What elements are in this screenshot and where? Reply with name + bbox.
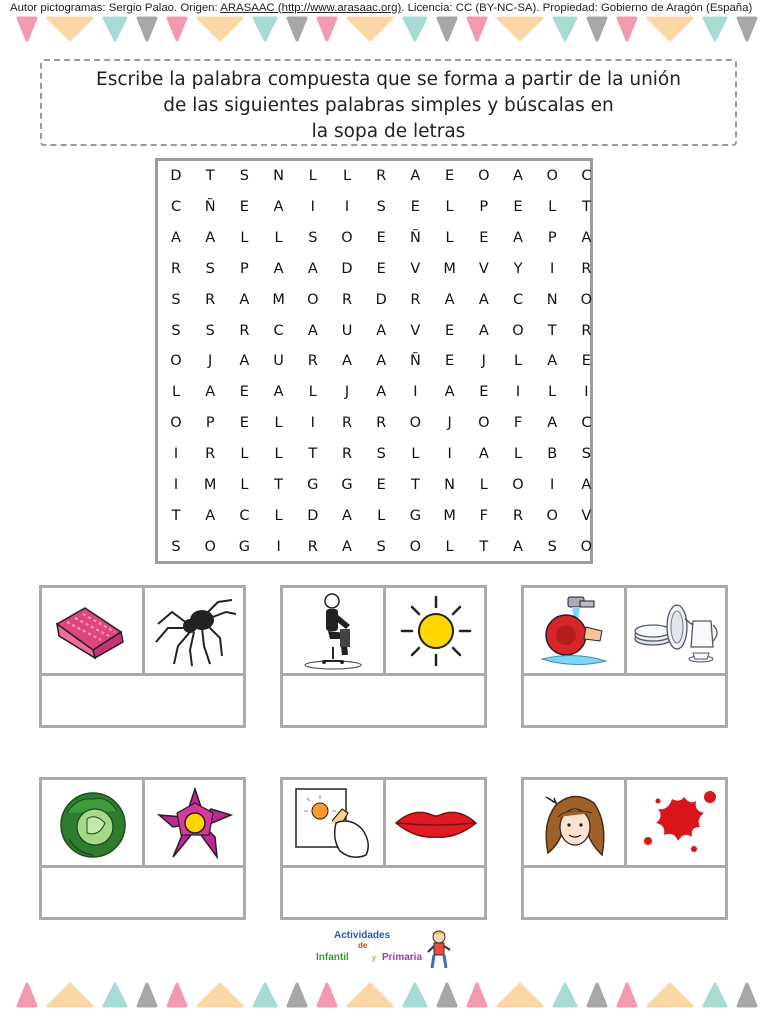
border-triangle — [138, 984, 156, 1006]
grid-letter[interactable]: L — [479, 477, 488, 493]
grid-letter[interactable]: O — [580, 538, 593, 555]
grid-letter[interactable]: L — [513, 353, 523, 370]
grid-letter[interactable]: A — [205, 384, 216, 401]
grid-letter[interactable]: I — [276, 538, 281, 555]
border-triangle — [254, 984, 276, 1006]
grid-letter[interactable]: U — [341, 322, 353, 339]
grid-letter[interactable]: A — [444, 384, 455, 401]
grid-letter[interactable]: L — [548, 384, 557, 401]
grid-letter[interactable]: V — [478, 260, 489, 277]
logo-text-3: Infantil — [316, 952, 349, 963]
word-card-6 — [521, 777, 728, 920]
grid-letter[interactable]: Ñ — [204, 198, 216, 215]
grid-letter[interactable]: G — [341, 477, 353, 493]
grid-letter[interactable]: A — [376, 384, 387, 401]
grid-letter[interactable]: S — [376, 446, 386, 463]
grid-letter[interactable]: P — [205, 415, 215, 432]
grid-letter[interactable]: I — [550, 260, 555, 277]
lips-icon — [386, 780, 486, 865]
grid-letter[interactable]: S — [205, 260, 215, 277]
grid-letter[interactable]: E — [445, 322, 455, 339]
grid-letter[interactable]: L — [411, 446, 420, 463]
grid-letter[interactable]: O — [512, 322, 524, 339]
logo-text-4: y — [372, 955, 376, 962]
grid-letter[interactable]: P — [240, 260, 249, 277]
grid-letter[interactable]: R — [581, 322, 592, 339]
red-splash-icon — [627, 780, 727, 865]
grid-letter[interactable]: R — [307, 538, 318, 555]
border-triangle — [288, 18, 306, 40]
grid-letter[interactable]: A — [307, 322, 318, 339]
grid-letter[interactable]: A — [478, 322, 489, 339]
grid-letter[interactable]: L — [342, 168, 352, 184]
grid-letter[interactable]: O — [512, 477, 524, 493]
border-triangle — [554, 18, 576, 40]
grid-letter[interactable]: I — [584, 384, 589, 401]
grid-letter[interactable]: A — [205, 507, 216, 524]
grid-letter[interactable]: U — [273, 353, 284, 370]
grid-letter[interactable]: S — [308, 229, 318, 246]
grid-letter[interactable]: O — [409, 415, 422, 432]
grid-letter[interactable]: T — [581, 198, 591, 215]
grid-letter[interactable]: A — [376, 353, 387, 370]
border-triangle — [588, 18, 606, 40]
grid-letter[interactable]: L — [548, 198, 557, 215]
grid-letter[interactable]: O — [409, 538, 422, 555]
border-triangle — [554, 984, 576, 1006]
grid-letter[interactable]: I — [550, 477, 555, 493]
border-triangle — [738, 18, 756, 40]
grid-letter[interactable]: D — [341, 260, 353, 277]
grid-letter[interactable]: I — [515, 384, 521, 401]
grid-letter[interactable]: T — [274, 477, 284, 493]
washing-plate-icon — [524, 588, 627, 673]
grid-letter[interactable]: A — [273, 260, 284, 277]
grid-letter[interactable]: T — [547, 322, 557, 339]
grid-letter[interactable]: E — [445, 168, 455, 184]
credit-prefix: Autor pictogramas: Sergio Palao. Origen: — [10, 2, 221, 14]
grid-letter[interactable]: O — [170, 353, 182, 370]
border-triangle — [198, 18, 242, 40]
border-triangle — [198, 984, 242, 1006]
border-triangle — [318, 18, 336, 40]
arasaac-link[interactable]: ARASAAC (http://www.arasaac.org) — [220, 2, 402, 14]
border-triangle — [704, 984, 726, 1006]
grid-letter[interactable]: T — [171, 507, 181, 524]
grid-letter[interactable]: R — [376, 168, 387, 184]
grid-letter[interactable]: E — [513, 198, 523, 215]
grid-letter[interactable]: A — [342, 507, 352, 524]
grid-letter[interactable]: E — [239, 415, 249, 432]
border-triangle — [318, 984, 336, 1006]
border-triangle — [254, 18, 276, 40]
border-triangle — [498, 18, 542, 40]
grid-letter[interactable]: F — [479, 507, 488, 524]
grid-letter[interactable]: N — [444, 477, 456, 493]
border-triangle — [498, 984, 542, 1006]
top-triangle-border — [0, 14, 768, 48]
grid-letter[interactable]: S — [171, 322, 181, 339]
grid-letter[interactable]: A — [513, 538, 523, 555]
grid-letter[interactable]: R — [341, 446, 353, 463]
grid-letter[interactable]: M — [443, 507, 456, 524]
grid-letter[interactable]: V — [410, 322, 421, 339]
grid-letter[interactable]: O — [170, 415, 182, 432]
grid-letter[interactable]: O — [546, 168, 558, 184]
grid-letter[interactable]: A — [513, 229, 523, 246]
border-triangle — [18, 984, 36, 1006]
grid-letter[interactable]: A — [171, 229, 181, 246]
grid-letter[interactable]: A — [410, 168, 421, 184]
border-triangle — [348, 984, 392, 1006]
grid-letter[interactable]: C — [512, 291, 524, 308]
grid-letter[interactable]: J — [208, 353, 213, 370]
border-triangle — [648, 18, 692, 40]
hair-icon — [524, 780, 627, 865]
answer-box-3[interactable] — [524, 673, 725, 725]
grid-letter[interactable]: L — [308, 168, 317, 184]
grid-letter[interactable]: D — [307, 507, 319, 524]
grid-letter[interactable]: G — [238, 538, 251, 555]
grid-letter[interactable]: Y — [513, 260, 523, 277]
grid-letter[interactable]: L — [445, 538, 454, 555]
grid-letter[interactable]: E — [479, 384, 489, 401]
grid-letter[interactable]: J — [344, 384, 350, 401]
grid-letter[interactable]: O — [341, 229, 353, 246]
grid-letter[interactable]: R — [376, 415, 387, 432]
answer-box-6[interactable] — [524, 865, 725, 917]
grid-letter[interactable]: T — [308, 446, 318, 463]
grid-letter[interactable]: S — [547, 538, 557, 555]
grid-letter[interactable]: A — [478, 291, 489, 308]
instructions-line-1: Escribe la palabra compuesta que se forma a partir de la unión — [96, 69, 681, 90]
border-triangle — [438, 18, 456, 40]
grid-letter[interactable]: A — [239, 353, 250, 370]
grid-letter[interactable]: A — [376, 322, 387, 339]
border-triangle — [48, 984, 92, 1006]
grid-letter[interactable]: L — [274, 446, 283, 463]
logo-text-2: de — [358, 941, 368, 950]
grid-letter[interactable]: I — [173, 446, 179, 463]
border-triangle — [288, 984, 306, 1006]
word-card-2 — [280, 585, 487, 728]
grid-letter[interactable]: A — [547, 415, 558, 432]
instructions-box — [40, 59, 737, 146]
grid-letter[interactable]: R — [170, 260, 182, 277]
grid-letter[interactable]: A — [342, 538, 352, 555]
grid-letter[interactable]: E — [410, 198, 420, 215]
grid-letter[interactable]: L — [513, 446, 523, 463]
pointing-at-sun-drawing-icon — [283, 780, 386, 865]
grid-letter[interactable]: R — [410, 291, 421, 308]
border-triangle — [138, 18, 156, 40]
grid-letter[interactable]: Ñ — [409, 353, 421, 370]
grid-letter[interactable]: R — [512, 507, 524, 524]
grid-letter[interactable]: E — [376, 229, 386, 246]
answer-box-2[interactable] — [283, 673, 484, 725]
grid-letter[interactable]: S — [171, 538, 181, 555]
grid-letter[interactable]: I — [310, 198, 315, 215]
logo — [316, 928, 456, 972]
border-triangle — [738, 984, 756, 1006]
grid-letter[interactable]: C — [273, 322, 284, 339]
grid-letter[interactable]: P — [547, 229, 557, 246]
grid-letter[interactable]: L — [274, 415, 283, 432]
sun-icon — [386, 588, 486, 673]
grid-letter[interactable]: S — [239, 168, 249, 184]
grid-letter[interactable]: R — [341, 291, 353, 308]
border-triangle — [468, 18, 486, 40]
grid-letter[interactable]: L — [377, 507, 386, 524]
border-triangle — [48, 18, 92, 40]
grid-letter[interactable]: Ñ — [409, 229, 421, 246]
grid-letter[interactable]: O — [307, 291, 319, 308]
grid-letter[interactable]: L — [274, 507, 283, 524]
grid-letter[interactable]: E — [239, 198, 249, 215]
grid-letter[interactable]: S — [171, 291, 181, 308]
border-triangle — [618, 984, 636, 1006]
grid-letter[interactable]: A — [478, 446, 489, 463]
grid-letter[interactable]: N — [546, 291, 558, 308]
grid-letter[interactable]: P — [479, 198, 489, 215]
grid-letter[interactable]: T — [410, 477, 420, 493]
spider-icon — [145, 588, 245, 673]
grid-letter[interactable]: L — [445, 198, 454, 215]
logo-text-5: Primaria — [382, 952, 423, 963]
grid-letter[interactable]: M — [272, 291, 285, 308]
bottom-triangle-border — [0, 978, 768, 1012]
answer-box-4[interactable] — [42, 865, 243, 917]
grid-letter[interactable]: J — [481, 353, 486, 370]
border-triangle — [348, 18, 392, 40]
dishes-icon — [627, 588, 727, 673]
grid-letter[interactable]: E — [376, 260, 386, 277]
border-triangle — [104, 984, 126, 1006]
word-card-1 — [39, 585, 246, 728]
grid-letter[interactable]: G — [307, 477, 319, 493]
border-triangle — [704, 18, 726, 40]
grid-letter[interactable]: R — [239, 322, 250, 339]
flower-icon — [145, 780, 245, 865]
grid-letter[interactable]: A — [273, 198, 284, 215]
border-triangle — [104, 18, 126, 40]
word-card-5 — [280, 777, 487, 920]
grid-letter[interactable]: A — [581, 477, 592, 493]
grid-letter[interactable]: D — [375, 291, 387, 308]
grid-letter[interactable]: A — [547, 353, 558, 370]
grid-letter[interactable]: I — [344, 198, 350, 215]
kid-mascot-icon — [426, 928, 452, 970]
grid-letter[interactable]: E — [479, 229, 489, 246]
grid-letter[interactable]: S — [376, 198, 386, 215]
grid-letter[interactable]: J — [447, 415, 452, 432]
grid-letter[interactable]: E — [239, 384, 249, 401]
grid-letter[interactable]: V — [581, 507, 592, 524]
towel-icon — [42, 588, 145, 673]
grid-letter[interactable]: V — [410, 260, 421, 277]
credit-line — [10, 2, 760, 14]
grid-letter[interactable]: A — [239, 291, 250, 308]
instructions-line-2: de las siguientes palabras simples y búscalas en — [163, 95, 614, 116]
instructions-line-3: la sopa de letras — [311, 121, 466, 142]
grid-letter[interactable]: T — [479, 538, 489, 555]
grid-letter[interactable]: S — [205, 322, 215, 339]
grid-letter[interactable]: E — [581, 353, 591, 370]
border-triangle — [438, 984, 456, 1006]
grid-letter[interactable]: O — [478, 168, 490, 184]
grid-letter[interactable]: O — [478, 415, 490, 432]
border-triangle — [588, 984, 606, 1006]
grid-letter[interactable]: L — [171, 384, 181, 401]
grid-letter[interactable]: L — [240, 477, 249, 493]
grid-letter[interactable]: A — [513, 168, 523, 184]
grid-letter[interactable]: C — [170, 198, 182, 215]
grid-letter[interactable]: C — [581, 168, 592, 184]
word-search-grid — [155, 158, 593, 564]
grid-letter[interactable]: I — [310, 415, 315, 432]
grid-letter[interactable]: S — [581, 446, 591, 463]
border-triangle — [168, 984, 186, 1006]
border-triangle — [648, 984, 692, 1006]
border-triangle — [404, 984, 426, 1006]
grid-letter[interactable]: A — [273, 384, 284, 401]
border-triangle — [168, 18, 186, 40]
grid-letter[interactable]: A — [205, 229, 216, 246]
border-triangle — [404, 18, 426, 40]
grid-letter[interactable]: E — [376, 477, 386, 493]
grid-letter[interactable]: R — [581, 260, 592, 277]
grid-letter[interactable]: R — [205, 446, 216, 463]
credit-suffix: . Licencia: CC (BY-NC-SA). Propiedad: Gobierno de Aragón (España) — [401, 2, 753, 14]
grid-letter[interactable]: M — [443, 260, 456, 277]
border-triangle — [18, 18, 36, 40]
grid-letter[interactable]: O — [546, 507, 558, 524]
grid-letter[interactable]: R — [341, 415, 353, 432]
grid-letter[interactable]: G — [409, 507, 422, 524]
grid-letter[interactable]: C — [581, 415, 592, 432]
grid-letter[interactable]: T — [205, 168, 215, 184]
grid-letter[interactable]: I — [447, 446, 452, 463]
grid-letter[interactable]: R — [307, 353, 318, 370]
grid-letter[interactable]: C — [239, 507, 250, 524]
grid-letter[interactable]: D — [170, 168, 182, 184]
grid-letter[interactable]: L — [445, 229, 454, 246]
grid-letter[interactable]: A — [581, 229, 592, 246]
grid-letter[interactable]: L — [308, 384, 317, 401]
grid-letter[interactable]: A — [307, 260, 318, 277]
grid-letter[interactable]: I — [173, 477, 179, 493]
word-card-4 — [39, 777, 246, 920]
grid-letter[interactable]: B — [547, 446, 558, 463]
grid-letter[interactable]: N — [273, 168, 285, 184]
grid-letter[interactable]: L — [274, 229, 283, 246]
border-triangle — [468, 984, 486, 1006]
person-on-chair-icon — [283, 588, 386, 673]
grid-letter[interactable]: S — [376, 538, 386, 555]
grid-letter[interactable]: L — [240, 229, 249, 246]
cabbage-icon — [42, 780, 145, 865]
grid-letter[interactable]: F — [513, 415, 523, 432]
logo-text-1: Actividades — [334, 930, 391, 941]
grid-letter[interactable]: M — [203, 477, 217, 493]
answer-box-5[interactable] — [283, 865, 484, 917]
grid-letter[interactable]: E — [445, 353, 455, 370]
grid-letter[interactable]: L — [240, 446, 249, 463]
grid-letter[interactable]: A — [342, 353, 352, 370]
word-card-3 — [521, 585, 728, 728]
answer-box-1[interactable] — [42, 673, 243, 725]
grid-letter[interactable]: R — [205, 291, 216, 308]
grid-letter[interactable]: A — [444, 291, 455, 308]
grid-letter[interactable]: O — [580, 291, 593, 308]
grid-letter[interactable]: I — [413, 384, 418, 401]
grid-letter[interactable]: O — [204, 538, 216, 555]
border-triangle — [618, 18, 636, 40]
